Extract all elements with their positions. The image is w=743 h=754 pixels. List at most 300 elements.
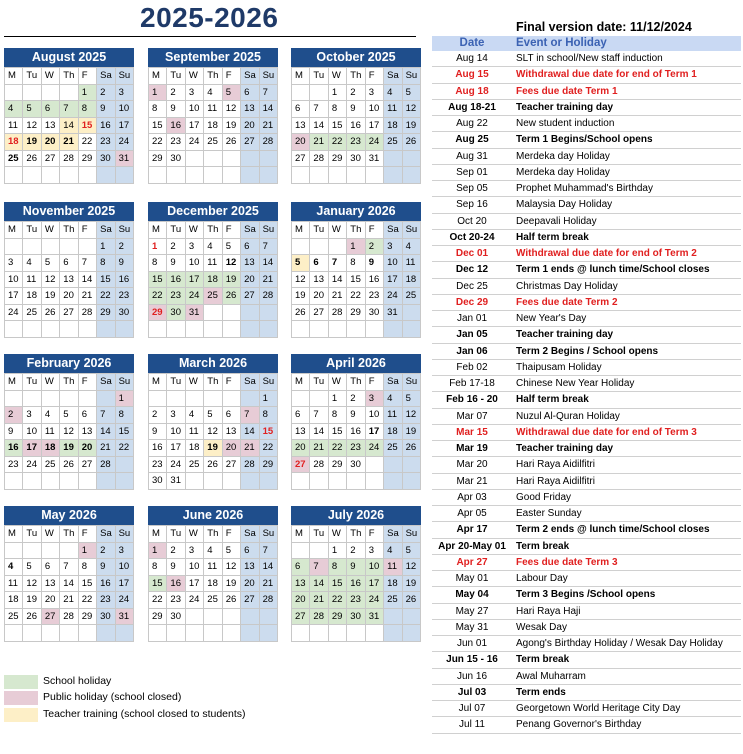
- day-cell: 30: [97, 151, 115, 168]
- day-name: Th: [347, 222, 365, 239]
- day-cell: 27: [60, 305, 78, 322]
- empty-cell: [5, 239, 23, 256]
- month-title: March 2026: [148, 354, 278, 373]
- month-calendar: [148, 48, 278, 184]
- empty-cell: [42, 543, 60, 560]
- day-cell: 5: [204, 407, 222, 424]
- day-cell: 12: [403, 101, 421, 118]
- event-name: Term break: [516, 654, 570, 666]
- day-cell: 27: [292, 609, 310, 626]
- empty-cell: [329, 625, 347, 642]
- empty-cell: [149, 625, 167, 642]
- day-cell: 11: [5, 118, 23, 135]
- day-name: Th: [60, 374, 78, 391]
- empty-cell: [292, 625, 310, 642]
- day-cell: 3: [366, 391, 384, 408]
- day-cell: 25: [42, 457, 60, 474]
- event-date: Jul 11: [459, 719, 485, 731]
- day-cell: 9: [347, 407, 365, 424]
- day-cell: 20: [79, 440, 97, 457]
- day-cell: 24: [5, 305, 23, 322]
- empty-cell: [5, 473, 23, 490]
- day-cell: 27: [241, 592, 259, 609]
- day-cell: 5: [223, 543, 241, 560]
- empty-cell: [384, 151, 402, 168]
- day-cell: 2: [347, 85, 365, 102]
- event-date: Apr 03: [457, 491, 487, 503]
- day-cell: 17: [384, 272, 402, 289]
- empty-cell: [204, 391, 222, 408]
- day-cell: 16: [366, 272, 384, 289]
- day-name: Tu: [23, 526, 41, 543]
- day-cell: 30: [347, 609, 365, 626]
- day-cell: 22: [116, 440, 134, 457]
- empty-cell: [23, 239, 41, 256]
- day-cell: 29: [149, 151, 167, 168]
- event-name: Good Friday: [516, 491, 572, 503]
- day-cell: 29: [329, 457, 347, 474]
- day-name: Sa: [97, 68, 115, 85]
- event-row: [432, 295, 741, 311]
- event-row: [432, 409, 741, 425]
- event-date: Aug 31: [456, 150, 488, 162]
- day-cell: 5: [23, 559, 41, 576]
- event-date: Mar 21: [456, 475, 488, 487]
- day-name: Sa: [241, 526, 259, 543]
- day-cell: 20: [241, 118, 259, 135]
- day-cell: 21: [79, 288, 97, 305]
- day-cell: 22: [260, 440, 278, 457]
- month-title: April 2026: [291, 354, 421, 373]
- empty-cell: [223, 321, 241, 338]
- day-cell: 12: [292, 272, 310, 289]
- day-cell: 26: [204, 457, 222, 474]
- month-title: June 2026: [148, 506, 278, 525]
- empty-cell: [116, 167, 134, 184]
- day-cell: 26: [23, 609, 41, 626]
- empty-cell: [260, 609, 278, 626]
- day-cell: 30: [167, 151, 185, 168]
- day-cell: 5: [223, 239, 241, 256]
- day-name: Th: [204, 222, 222, 239]
- event-row: [432, 604, 741, 620]
- day-cell: 27: [310, 305, 328, 322]
- day-cell: 22: [97, 288, 115, 305]
- event-date: Mar 15: [456, 426, 488, 438]
- event-row: [432, 344, 741, 360]
- day-cell: 25: [5, 151, 23, 168]
- event-date: Jun 16: [456, 670, 488, 682]
- day-cell: 24: [116, 592, 134, 609]
- day-cell: 7: [329, 255, 347, 272]
- event-row: [432, 84, 741, 100]
- day-cell: 6: [241, 543, 259, 560]
- day-cell: 12: [23, 576, 41, 593]
- event-row: [432, 230, 741, 246]
- month-calendar: [148, 202, 278, 338]
- day-cell: 1: [260, 391, 278, 408]
- day-name: Sa: [384, 68, 402, 85]
- event-name: Withdrawal due date for end of Term 2: [516, 248, 697, 259]
- day-cell: 18: [384, 118, 402, 135]
- day-cell: 2: [97, 85, 115, 102]
- event-date: May 31: [455, 621, 489, 633]
- day-name: F: [79, 222, 97, 239]
- day-cell: 23: [116, 288, 134, 305]
- day-cell: 17: [5, 288, 23, 305]
- day-cell: 4: [204, 85, 222, 102]
- day-cell: 26: [223, 288, 241, 305]
- day-name: M: [292, 526, 310, 543]
- day-cell: 18: [23, 288, 41, 305]
- empty-cell: [186, 473, 204, 490]
- day-cell: 26: [42, 305, 60, 322]
- day-cell: 7: [60, 559, 78, 576]
- day-cell: 13: [42, 576, 60, 593]
- day-cell: 12: [223, 255, 241, 272]
- day-name: M: [292, 222, 310, 239]
- day-cell: 2: [347, 391, 365, 408]
- day-cell: 4: [384, 543, 402, 560]
- day-cell: 9: [167, 101, 185, 118]
- event-row: [432, 717, 741, 733]
- month-title: September 2025: [148, 48, 278, 67]
- day-cell: 5: [223, 85, 241, 102]
- event-row: [432, 652, 741, 668]
- day-cell: 24: [23, 457, 41, 474]
- event-date: Apr 20-May 01: [438, 540, 506, 552]
- events-header-date: Date: [459, 37, 485, 49]
- day-cell: 27: [79, 457, 97, 474]
- empty-cell: [260, 305, 278, 322]
- day-cell: 14: [260, 559, 278, 576]
- day-name: Th: [204, 68, 222, 85]
- day-cell: 22: [79, 134, 97, 151]
- day-name: M: [292, 68, 310, 85]
- day-cell: 4: [204, 239, 222, 256]
- event-row: [432, 425, 741, 441]
- day-cell: 1: [329, 543, 347, 560]
- day-cell: 3: [186, 543, 204, 560]
- events-body: [432, 51, 741, 734]
- empty-cell: [42, 85, 60, 102]
- day-cell: 23: [149, 457, 167, 474]
- day-cell: 17: [366, 576, 384, 593]
- day-cell: 27: [241, 288, 259, 305]
- day-cell: 11: [204, 255, 222, 272]
- empty-cell: [149, 167, 167, 184]
- day-name: W: [42, 68, 60, 85]
- event-name: Term 2 ends @ lunch time/School closes: [516, 524, 710, 536]
- day-cell: 4: [403, 239, 421, 256]
- day-name: Sa: [384, 526, 402, 543]
- empty-cell: [60, 321, 78, 338]
- empty-cell: [149, 321, 167, 338]
- event-name: Fees due date Term 3: [516, 556, 618, 568]
- empty-cell: [310, 391, 328, 408]
- empty-cell: [60, 625, 78, 642]
- day-cell: 14: [97, 424, 115, 441]
- day-cell: 20: [42, 134, 60, 151]
- day-cell: 14: [310, 118, 328, 135]
- empty-cell: [310, 167, 328, 184]
- day-cell: 19: [223, 576, 241, 593]
- day-cell: 10: [384, 255, 402, 272]
- event-name: Term ends: [516, 686, 566, 698]
- day-cell: 28: [260, 592, 278, 609]
- empty-cell: [167, 321, 185, 338]
- day-cell: 9: [97, 101, 115, 118]
- event-date: Mar 07: [456, 410, 488, 422]
- day-cell: 20: [223, 440, 241, 457]
- day-cell: 1: [79, 543, 97, 560]
- day-cell: 30: [97, 609, 115, 626]
- day-name: Su: [403, 526, 421, 543]
- day-name: W: [42, 526, 60, 543]
- day-cell: 3: [186, 239, 204, 256]
- day-cell: 11: [5, 576, 23, 593]
- empty-cell: [5, 167, 23, 184]
- empty-cell: [310, 321, 328, 338]
- day-cell: 8: [260, 407, 278, 424]
- day-cell: 6: [42, 101, 60, 118]
- event-name: Christmas Day Holiday: [516, 280, 618, 292]
- day-cell: 7: [260, 239, 278, 256]
- day-name: Su: [260, 374, 278, 391]
- day-name: Tu: [23, 374, 41, 391]
- month-calendar: [291, 48, 421, 184]
- empty-cell: [223, 473, 241, 490]
- event-name: Term 1 ends @ lunch time/School closes: [516, 264, 710, 276]
- empty-cell: [23, 625, 41, 642]
- day-cell: 21: [97, 440, 115, 457]
- empty-cell: [204, 473, 222, 490]
- day-cell: 1: [329, 391, 347, 408]
- empty-cell: [42, 473, 60, 490]
- empty-cell: [79, 321, 97, 338]
- day-cell: 10: [23, 424, 41, 441]
- empty-cell: [79, 167, 97, 184]
- day-cell: 11: [403, 255, 421, 272]
- day-cell: 26: [403, 440, 421, 457]
- day-cell: 19: [42, 288, 60, 305]
- day-cell: 17: [366, 424, 384, 441]
- empty-cell: [292, 473, 310, 490]
- day-name: M: [5, 222, 23, 239]
- month-title: July 2026: [291, 506, 421, 525]
- day-cell: 9: [366, 255, 384, 272]
- event-row: [432, 636, 741, 652]
- legend-swatch: [4, 691, 38, 705]
- empty-cell: [310, 85, 328, 102]
- empty-cell: [5, 391, 23, 408]
- month-grid: [291, 221, 421, 338]
- event-date: Aug 18-21: [448, 101, 496, 113]
- event-date: Jun 15 - 16: [446, 654, 498, 666]
- empty-cell: [223, 305, 241, 322]
- event-row: [432, 165, 741, 181]
- month-title: November 2025: [4, 202, 134, 221]
- day-cell: 26: [223, 592, 241, 609]
- empty-cell: [329, 321, 347, 338]
- day-cell: 30: [116, 305, 134, 322]
- month-grid: [291, 373, 421, 490]
- day-cell: 7: [260, 85, 278, 102]
- day-cell: 7: [310, 407, 328, 424]
- day-cell: 8: [329, 407, 347, 424]
- day-name: Su: [260, 68, 278, 85]
- day-cell: 11: [384, 407, 402, 424]
- day-name: Tu: [310, 68, 328, 85]
- event-name: Fees due date Term 1: [516, 85, 618, 97]
- empty-cell: [366, 167, 384, 184]
- day-cell: 5: [403, 391, 421, 408]
- day-cell: 9: [347, 559, 365, 576]
- day-name: M: [149, 526, 167, 543]
- day-cell: 8: [347, 255, 365, 272]
- day-cell: 9: [347, 101, 365, 118]
- empty-cell: [42, 239, 60, 256]
- month-grid: [148, 373, 278, 490]
- day-name: M: [292, 374, 310, 391]
- event-row: [432, 474, 741, 490]
- day-cell: 27: [292, 457, 310, 474]
- day-cell: 8: [329, 101, 347, 118]
- day-name: W: [329, 374, 347, 391]
- day-cell: 25: [384, 134, 402, 151]
- month-calendar: [291, 506, 421, 642]
- month-calendar: [291, 354, 421, 490]
- day-cell: 21: [329, 288, 347, 305]
- empty-cell: [403, 167, 421, 184]
- day-cell: 13: [79, 424, 97, 441]
- day-cell: 19: [292, 288, 310, 305]
- event-row: [432, 392, 741, 408]
- event-name: Teacher training day: [516, 443, 614, 454]
- day-name: Su: [116, 526, 134, 543]
- day-name: M: [149, 374, 167, 391]
- day-cell: 29: [149, 305, 167, 322]
- day-cell: 23: [97, 592, 115, 609]
- day-cell: 16: [149, 440, 167, 457]
- day-cell: 25: [403, 288, 421, 305]
- day-cell: 17: [116, 118, 134, 135]
- empty-cell: [329, 167, 347, 184]
- day-cell: 10: [186, 101, 204, 118]
- event-name: Nuzul Al-Quran Holiday: [516, 410, 620, 422]
- day-cell: 24: [366, 440, 384, 457]
- empty-cell: [60, 167, 78, 184]
- day-cell: 31: [384, 305, 402, 322]
- event-date: Apr 27: [456, 556, 488, 568]
- day-cell: 16: [5, 440, 23, 457]
- empty-cell: [97, 167, 115, 184]
- empty-cell: [260, 473, 278, 490]
- event-row: [432, 132, 741, 148]
- events-header: [432, 36, 741, 51]
- day-name: F: [366, 222, 384, 239]
- day-cell: 2: [167, 543, 185, 560]
- day-cell: 22: [79, 592, 97, 609]
- empty-cell: [186, 321, 204, 338]
- day-cell: 8: [97, 255, 115, 272]
- empty-cell: [60, 473, 78, 490]
- empty-cell: [204, 151, 222, 168]
- month-calendar: [148, 354, 278, 490]
- day-cell: 26: [292, 305, 310, 322]
- day-name: Th: [347, 374, 365, 391]
- day-cell: 11: [384, 559, 402, 576]
- day-cell: 31: [366, 151, 384, 168]
- day-cell: 1: [149, 239, 167, 256]
- event-name: Labour Day: [516, 573, 568, 584]
- day-cell: 14: [60, 576, 78, 593]
- day-name: M: [5, 526, 23, 543]
- empty-cell: [384, 609, 402, 626]
- event-date: Feb 02: [456, 361, 488, 373]
- day-cell: 2: [167, 239, 185, 256]
- day-cell: 13: [292, 424, 310, 441]
- event-date: Sep 01: [456, 166, 488, 178]
- event-row: [432, 181, 741, 197]
- day-cell: 15: [329, 424, 347, 441]
- day-name: W: [329, 68, 347, 85]
- day-cell: 24: [384, 288, 402, 305]
- empty-cell: [241, 473, 259, 490]
- day-name: Su: [403, 68, 421, 85]
- legend-swatch: [4, 708, 38, 722]
- day-name: Su: [260, 222, 278, 239]
- event-row: [432, 620, 741, 636]
- event-row: [432, 246, 741, 262]
- events-header-event: Event or Holiday: [516, 37, 607, 49]
- day-cell: 6: [241, 85, 259, 102]
- day-cell: 2: [149, 407, 167, 424]
- day-cell: 21: [260, 272, 278, 289]
- day-cell: 31: [366, 609, 384, 626]
- day-cell: 2: [97, 543, 115, 560]
- empty-cell: [260, 167, 278, 184]
- day-cell: 22: [149, 592, 167, 609]
- event-name: Easter Sunday: [516, 508, 582, 519]
- empty-cell: [366, 321, 384, 338]
- day-cell: 25: [384, 592, 402, 609]
- day-cell: 18: [186, 440, 204, 457]
- empty-cell: [5, 625, 23, 642]
- day-cell: 25: [186, 457, 204, 474]
- day-cell: 3: [384, 239, 402, 256]
- event-name: Penang Governor's Birthday: [516, 719, 642, 731]
- empty-cell: [42, 625, 60, 642]
- day-cell: 27: [42, 609, 60, 626]
- day-cell: 22: [347, 288, 365, 305]
- day-name: Tu: [167, 68, 185, 85]
- empty-cell: [403, 321, 421, 338]
- event-name: Merdeka day Holiday: [516, 150, 610, 162]
- day-name: Su: [116, 222, 134, 239]
- day-cell: 24: [186, 134, 204, 151]
- day-cell: 14: [241, 424, 259, 441]
- event-name: Deepavali Holiday: [516, 215, 597, 227]
- empty-cell: [241, 609, 259, 626]
- day-name: Su: [116, 374, 134, 391]
- day-cell: 25: [204, 134, 222, 151]
- day-name: Sa: [97, 526, 115, 543]
- day-cell: 26: [23, 151, 41, 168]
- day-cell: 20: [241, 576, 259, 593]
- day-cell: 9: [167, 255, 185, 272]
- day-cell: 16: [97, 118, 115, 135]
